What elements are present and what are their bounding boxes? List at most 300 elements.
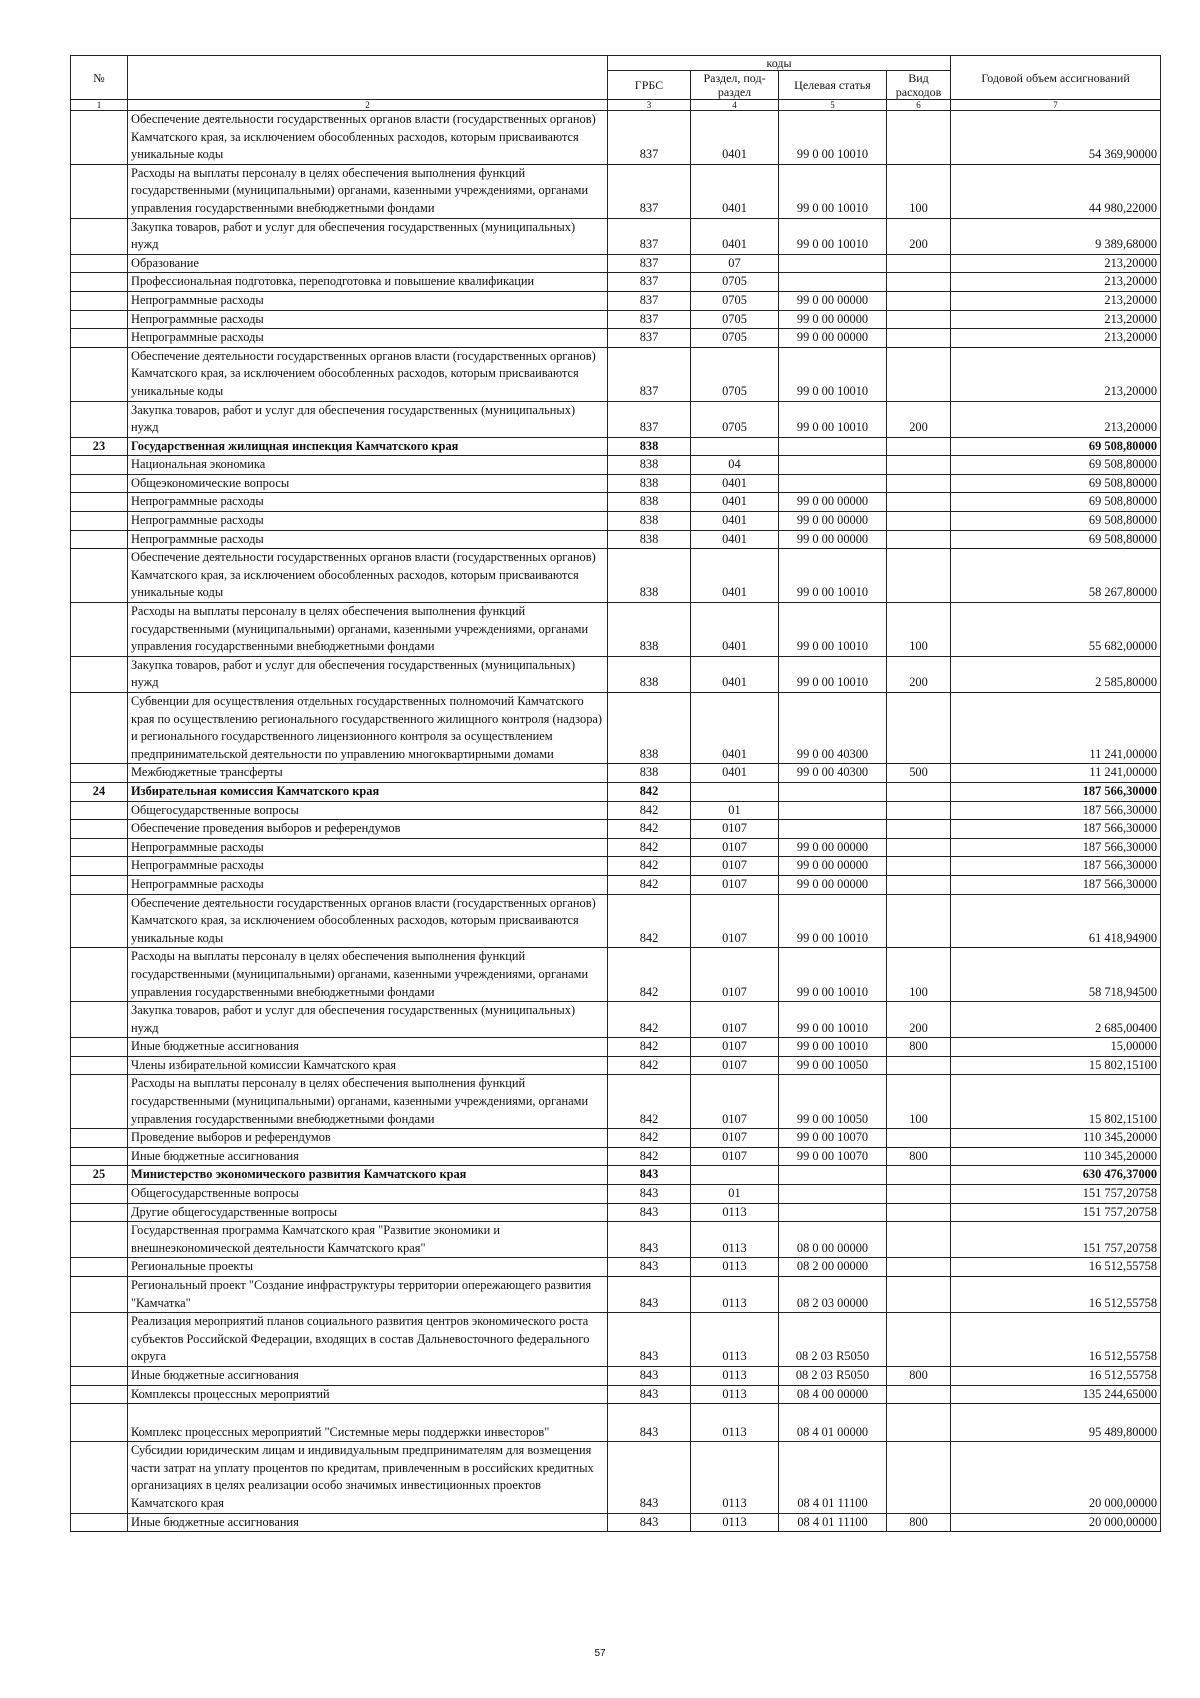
row-razdel: 0113 (691, 1277, 779, 1313)
row-tselevaya: 08 2 03 R5050 (779, 1366, 887, 1385)
row-tselevaya: 99 0 00 10010 (779, 1002, 887, 1038)
row-name: Непрограммные расходы (128, 530, 608, 549)
table-row (71, 329, 1161, 348)
row-name: Непрограммные расходы (128, 329, 608, 348)
row-amount: 187 566,30000 (951, 782, 1161, 801)
table-row (71, 693, 1161, 764)
row-number (71, 474, 128, 493)
row-tselevaya: 08 0 00 00000 (779, 1222, 887, 1258)
row-number (71, 291, 128, 310)
row-name: Избирательная комиссия Камчатского края (128, 782, 608, 801)
row-amount: 630 476,37000 (951, 1166, 1161, 1185)
row-name: Профессиональная подготовка, переподготовка и повышение квалификации (128, 273, 608, 292)
row-vid (887, 1277, 951, 1313)
table-row (71, 894, 1161, 948)
row-vid (887, 1185, 951, 1204)
row-razdel: 01 (691, 1185, 779, 1204)
row-name: Иные бюджетные ассигнования (128, 1513, 608, 1532)
row-tselevaya: 99 0 00 40300 (779, 764, 887, 783)
table-body (71, 111, 1161, 1532)
row-name: Закупка товаров, работ и услуг для обеспечения государственных (муниципальных) нужд (128, 656, 608, 692)
row-name: Образование (128, 254, 608, 273)
row-name: Субвенции для осуществления отдельных государственных полномочий Камчатского края по осуществлению регионального государственного жилищного контроля (надзора) и регионального государственного лицензионного контроля за осуществлением предпринимательской деятельности по управлению многоквартирными домами (128, 693, 608, 764)
table-row (71, 1185, 1161, 1204)
row-amount: 16 512,55758 (951, 1277, 1161, 1313)
table-row (71, 456, 1161, 475)
row-grbs: 838 (608, 603, 691, 657)
row-amount: 110 345,20000 (951, 1129, 1161, 1148)
row-grbs: 843 (608, 1404, 691, 1442)
row-razdel: 0705 (691, 291, 779, 310)
row-tselevaya: 99 0 00 00000 (779, 310, 887, 329)
row-tselevaya: 99 0 00 00000 (779, 493, 887, 512)
row-number: 25 (71, 1166, 128, 1185)
row-amount: 95 489,80000 (951, 1404, 1161, 1442)
row-name: Непрограммные расходы (128, 838, 608, 857)
row-razdel: 0705 (691, 401, 779, 437)
row-name: Иные бюджетные ассигнования (128, 1038, 608, 1057)
table-row (71, 254, 1161, 273)
row-amount: 213,20000 (951, 329, 1161, 348)
row-number (71, 838, 128, 857)
row-razdel: 0107 (691, 838, 779, 857)
row-grbs: 843 (608, 1258, 691, 1277)
row-name: Закупка товаров, работ и услуг для обеспечения государственных (муниципальных) нужд (128, 218, 608, 254)
row-tselevaya (779, 1203, 887, 1222)
row-grbs: 838 (608, 656, 691, 692)
row-name: Региональные проекты (128, 1258, 608, 1277)
table-row (71, 310, 1161, 329)
row-number (71, 1038, 128, 1057)
col-number: 6 (887, 100, 951, 111)
row-vid (887, 875, 951, 894)
row-number (71, 1129, 128, 1148)
table-row (71, 1056, 1161, 1075)
row-number (71, 1056, 128, 1075)
row-razdel: 0401 (691, 530, 779, 549)
table-row (71, 347, 1161, 401)
row-amount: 69 508,80000 (951, 530, 1161, 549)
table-row (71, 875, 1161, 894)
table-row (71, 1203, 1161, 1222)
row-tselevaya: 08 4 01 11100 (779, 1513, 887, 1532)
row-vid (887, 801, 951, 820)
row-name: Закупка товаров, работ и услуг для обеспечения государственных (муниципальных) нужд (128, 401, 608, 437)
row-number (71, 1203, 128, 1222)
row-grbs: 838 (608, 549, 691, 603)
row-tselevaya: 99 0 00 10010 (779, 948, 887, 1002)
row-razdel: 0401 (691, 111, 779, 165)
row-grbs: 838 (608, 512, 691, 531)
table-row (71, 838, 1161, 857)
row-number (71, 1513, 128, 1532)
row-number (71, 111, 128, 165)
row-grbs: 842 (608, 782, 691, 801)
row-number (71, 493, 128, 512)
row-number (71, 948, 128, 1002)
row-name: Общеэкономические вопросы (128, 474, 608, 493)
row-vid: 800 (887, 1366, 951, 1385)
row-name: Иные бюджетные ассигнования (128, 1366, 608, 1385)
row-grbs: 842 (608, 948, 691, 1002)
row-vid (887, 111, 951, 165)
table-row (71, 273, 1161, 292)
row-vid (887, 347, 951, 401)
row-tselevaya: 99 0 00 10010 (779, 656, 887, 692)
row-tselevaya: 99 0 00 10010 (779, 1038, 887, 1057)
row-razdel: 0705 (691, 347, 779, 401)
row-amount: 187 566,30000 (951, 875, 1161, 894)
row-amount: 213,20000 (951, 310, 1161, 329)
row-name: Расходы на выплаты персоналу в целях обеспечения выполнения функций государственными (муниципальными) органами, казенными учреждениями, органами управления государственными внебюджетными фондами (128, 164, 608, 218)
row-razdel: 0107 (691, 1002, 779, 1038)
row-tselevaya (779, 273, 887, 292)
table-row (71, 218, 1161, 254)
row-tselevaya: 99 0 00 10010 (779, 549, 887, 603)
row-number (71, 1442, 128, 1513)
row-number (71, 1002, 128, 1038)
row-tselevaya (779, 1166, 887, 1185)
row-amount: 15,00000 (951, 1038, 1161, 1057)
row-grbs: 838 (608, 693, 691, 764)
row-amount: 61 418,94900 (951, 894, 1161, 948)
table-row (71, 401, 1161, 437)
row-vid (887, 838, 951, 857)
table-row (71, 291, 1161, 310)
row-vid (887, 437, 951, 456)
row-name: Непрограммные расходы (128, 493, 608, 512)
row-razdel: 0401 (691, 493, 779, 512)
table-row (71, 530, 1161, 549)
row-tselevaya: 99 0 00 10010 (779, 603, 887, 657)
row-razdel: 0401 (691, 512, 779, 531)
row-vid (887, 549, 951, 603)
row-amount: 15 802,15100 (951, 1075, 1161, 1129)
row-number (71, 254, 128, 273)
row-name: Реализация мероприятий планов социального развития центров экономического роста субъектов Российской Федерации, входящих в состав Дальневосточного федерального округа (128, 1313, 608, 1367)
row-razdel: 0107 (691, 1147, 779, 1166)
row-grbs: 837 (608, 254, 691, 273)
row-name: Закупка товаров, работ и услуг для обеспечения государственных (муниципальных) нужд (128, 1002, 608, 1038)
row-amount: 55 682,00000 (951, 603, 1161, 657)
page-number: 57 (594, 1648, 606, 1659)
row-number (71, 1147, 128, 1166)
row-vid (887, 782, 951, 801)
row-number (71, 764, 128, 783)
row-razdel: 0705 (691, 329, 779, 348)
table-row (71, 437, 1161, 456)
table-row (71, 1038, 1161, 1057)
row-name: Комплексы процессных мероприятий (128, 1385, 608, 1404)
row-vid: 200 (887, 656, 951, 692)
row-tselevaya: 99 0 00 00000 (779, 838, 887, 857)
row-tselevaya: 99 0 00 10070 (779, 1129, 887, 1148)
row-amount: 2 585,80000 (951, 656, 1161, 692)
row-razdel: 0113 (691, 1385, 779, 1404)
row-razdel: 07 (691, 254, 779, 273)
header-vid: Вид расходов (887, 71, 951, 100)
budget-table (70, 55, 1161, 1532)
row-vid (887, 1313, 951, 1367)
row-grbs: 842 (608, 1056, 691, 1075)
row-amount: 9 389,68000 (951, 218, 1161, 254)
row-grbs: 842 (608, 875, 691, 894)
row-name: Обеспечение деятельности государственных органов власти (государственных органов) Камчатского края, за исключением обособленных расходов, которым присваиваются уникальные коды (128, 549, 608, 603)
row-amount: 213,20000 (951, 273, 1161, 292)
row-amount: 187 566,30000 (951, 801, 1161, 820)
row-number (71, 218, 128, 254)
row-number (71, 1385, 128, 1404)
row-razdel: 0401 (691, 764, 779, 783)
row-grbs: 842 (608, 857, 691, 876)
table-row (71, 764, 1161, 783)
row-vid (887, 291, 951, 310)
row-amount: 58 267,80000 (951, 549, 1161, 603)
row-tselevaya (779, 254, 887, 273)
row-number (71, 603, 128, 657)
row-razdel: 0401 (691, 164, 779, 218)
row-number (71, 329, 128, 348)
row-razdel: 0107 (691, 820, 779, 839)
row-vid (887, 1222, 951, 1258)
row-tselevaya (779, 437, 887, 456)
table-row (71, 1366, 1161, 1385)
row-tselevaya: 08 4 01 11100 (779, 1442, 887, 1513)
row-razdel (691, 782, 779, 801)
row-vid: 800 (887, 1513, 951, 1532)
row-grbs: 843 (608, 1166, 691, 1185)
row-vid (887, 1385, 951, 1404)
header-razdel: Раздел, под-раздел (691, 71, 779, 100)
row-tselevaya (779, 801, 887, 820)
row-amount: 16 512,55758 (951, 1258, 1161, 1277)
row-razdel (691, 437, 779, 456)
row-razdel: 0401 (691, 549, 779, 603)
row-vid (887, 329, 951, 348)
row-grbs: 838 (608, 474, 691, 493)
row-vid: 100 (887, 1075, 951, 1129)
row-tselevaya: 99 0 00 10070 (779, 1147, 887, 1166)
row-amount: 135 244,65000 (951, 1385, 1161, 1404)
row-tselevaya: 08 2 03 00000 (779, 1277, 887, 1313)
row-amount: 187 566,30000 (951, 838, 1161, 857)
row-grbs: 843 (608, 1385, 691, 1404)
row-vid: 800 (887, 1147, 951, 1166)
row-amount: 151 757,20758 (951, 1185, 1161, 1204)
row-number (71, 894, 128, 948)
row-number: 23 (71, 437, 128, 456)
header-tselevaya: Целевая статья (779, 71, 887, 100)
row-amount: 15 802,15100 (951, 1056, 1161, 1075)
table-row (71, 1277, 1161, 1313)
row-grbs: 837 (608, 218, 691, 254)
row-grbs: 843 (608, 1185, 691, 1204)
row-grbs: 843 (608, 1203, 691, 1222)
row-tselevaya (779, 1185, 887, 1204)
row-vid (887, 1258, 951, 1277)
col-number: 7 (951, 100, 1161, 111)
row-vid (887, 310, 951, 329)
row-amount: 213,20000 (951, 401, 1161, 437)
table-row (71, 1166, 1161, 1185)
row-grbs: 837 (608, 273, 691, 292)
row-amount: 213,20000 (951, 254, 1161, 273)
row-vid (887, 1442, 951, 1513)
table-row (71, 1385, 1161, 1404)
row-name: Министерство экономического развития Камчатского края (128, 1166, 608, 1185)
row-razdel: 0705 (691, 273, 779, 292)
row-number (71, 512, 128, 531)
row-name: Государственная жилищная инспекция Камчатского края (128, 437, 608, 456)
row-number (71, 164, 128, 218)
row-tselevaya: 99 0 00 00000 (779, 875, 887, 894)
table-row (71, 820, 1161, 839)
row-name: Непрограммные расходы (128, 875, 608, 894)
table-row (71, 948, 1161, 1002)
row-vid (887, 254, 951, 273)
row-amount: 151 757,20758 (951, 1203, 1161, 1222)
row-amount: 110 345,20000 (951, 1147, 1161, 1166)
header-name (128, 56, 608, 100)
row-name: Другие общегосударственные вопросы (128, 1203, 608, 1222)
row-vid: 200 (887, 218, 951, 254)
header-amount: Годовой объем ассигнований (951, 56, 1161, 100)
row-razdel: 0107 (691, 1075, 779, 1129)
row-grbs: 842 (608, 894, 691, 948)
row-grbs: 842 (608, 1002, 691, 1038)
table-row (71, 857, 1161, 876)
row-razdel: 0705 (691, 310, 779, 329)
row-name: Непрограммные расходы (128, 512, 608, 531)
row-name: Проведение выборов и референдумов (128, 1129, 608, 1148)
row-vid (887, 493, 951, 512)
budget-table-container (70, 55, 1160, 1532)
row-number (71, 530, 128, 549)
table-row (71, 474, 1161, 493)
row-name: Обеспечение деятельности государственных органов власти (государственных органов) Камчатского края, за исключением обособленных расходов, которым присваиваются уникальные коды (128, 894, 608, 948)
row-razdel: 0107 (691, 948, 779, 1002)
row-razdel: 0107 (691, 1129, 779, 1148)
row-vid (887, 474, 951, 493)
row-tselevaya (779, 456, 887, 475)
row-grbs: 843 (608, 1366, 691, 1385)
row-grbs: 837 (608, 329, 691, 348)
row-grbs: 837 (608, 347, 691, 401)
row-vid (887, 530, 951, 549)
row-grbs: 843 (608, 1277, 691, 1313)
row-name: Общегосударственные вопросы (128, 801, 608, 820)
row-grbs: 843 (608, 1513, 691, 1532)
row-vid (887, 820, 951, 839)
table-row (71, 801, 1161, 820)
row-tselevaya: 99 0 00 10010 (779, 111, 887, 165)
row-amount: 69 508,80000 (951, 437, 1161, 456)
table-row (71, 603, 1161, 657)
table-row (71, 493, 1161, 512)
table-row (71, 1147, 1161, 1166)
row-razdel: 0401 (691, 656, 779, 692)
col-number: 2 (128, 100, 608, 111)
row-grbs: 842 (608, 1075, 691, 1129)
row-razdel: 0107 (691, 857, 779, 876)
row-grbs: 838 (608, 456, 691, 475)
row-vid (887, 1129, 951, 1148)
table-row (71, 782, 1161, 801)
row-tselevaya: 99 0 00 10010 (779, 218, 887, 254)
row-number (71, 1258, 128, 1277)
row-number (71, 857, 128, 876)
row-number (71, 875, 128, 894)
row-name: Обеспечение проведения выборов и референдумов (128, 820, 608, 839)
row-vid: 500 (887, 764, 951, 783)
row-number (71, 456, 128, 475)
row-name: Расходы на выплаты персоналу в целях обеспечения выполнения функций государственными (муниципальными) органами, казенными учреждениями, органами управления государственными внебюджетными фондами (128, 948, 608, 1002)
table-row (71, 1513, 1161, 1532)
row-name: Иные бюджетные ассигнования (128, 1147, 608, 1166)
row-tselevaya: 99 0 00 00000 (779, 530, 887, 549)
table-row (71, 111, 1161, 165)
row-number (71, 1404, 128, 1442)
row-name: Расходы на выплаты персоналу в целях обеспечения выполнения функций государственными (муниципальными) органами, казенными учреждениями, органами управления государственными внебюджетными фондами (128, 1075, 608, 1129)
row-razdel: 0107 (691, 1056, 779, 1075)
table-row (71, 1313, 1161, 1367)
row-razdel (691, 1166, 779, 1185)
col-number: 1 (71, 100, 128, 111)
row-grbs: 837 (608, 164, 691, 218)
row-razdel: 0401 (691, 474, 779, 493)
row-amount: 54 369,90000 (951, 111, 1161, 165)
row-razdel: 0107 (691, 875, 779, 894)
row-amount: 187 566,30000 (951, 857, 1161, 876)
row-number (71, 1222, 128, 1258)
row-amount: 213,20000 (951, 291, 1161, 310)
table-row (71, 1129, 1161, 1148)
row-number (71, 656, 128, 692)
row-razdel: 0113 (691, 1366, 779, 1385)
row-number (71, 310, 128, 329)
row-razdel: 0113 (691, 1313, 779, 1367)
row-tselevaya: 99 0 00 10010 (779, 347, 887, 401)
row-tselevaya (779, 474, 887, 493)
row-name: Государственная программа Камчатского края "Развитие экономики и внешнеэкономической деятельности Камчатского края" (128, 1222, 608, 1258)
row-vid (887, 456, 951, 475)
row-tselevaya (779, 782, 887, 801)
table-row (71, 1222, 1161, 1258)
row-vid: 100 (887, 164, 951, 218)
row-amount: 213,20000 (951, 347, 1161, 401)
row-number (71, 1366, 128, 1385)
row-grbs: 837 (608, 291, 691, 310)
row-vid: 100 (887, 948, 951, 1002)
row-tselevaya: 99 0 00 10010 (779, 401, 887, 437)
row-name: Общегосударственные вопросы (128, 1185, 608, 1204)
table-row (71, 1404, 1161, 1442)
row-name: Региональный проект "Создание инфраструктуры территории опережающего развития "Камчатка" (128, 1277, 608, 1313)
row-grbs: 842 (608, 1038, 691, 1057)
row-number (71, 273, 128, 292)
row-amount: 20 000,00000 (951, 1442, 1161, 1513)
row-tselevaya: 08 2 00 00000 (779, 1258, 887, 1277)
row-name: Субсидии юридическим лицам и индивидуальным предпринимателям для возмещения части затрат на уплату процентов по кредитам, привлеченным в российских кредитных организациях в целях реализации особо значимых инвестиционных проектов Камчатского края (128, 1442, 608, 1513)
row-number (71, 1313, 128, 1367)
row-amount: 11 241,00000 (951, 764, 1161, 783)
row-tselevaya: 99 0 00 10010 (779, 894, 887, 948)
row-grbs: 843 (608, 1313, 691, 1367)
row-razdel: 0401 (691, 218, 779, 254)
row-vid: 800 (887, 1038, 951, 1057)
row-vid (887, 1166, 951, 1185)
row-razdel: 0401 (691, 603, 779, 657)
